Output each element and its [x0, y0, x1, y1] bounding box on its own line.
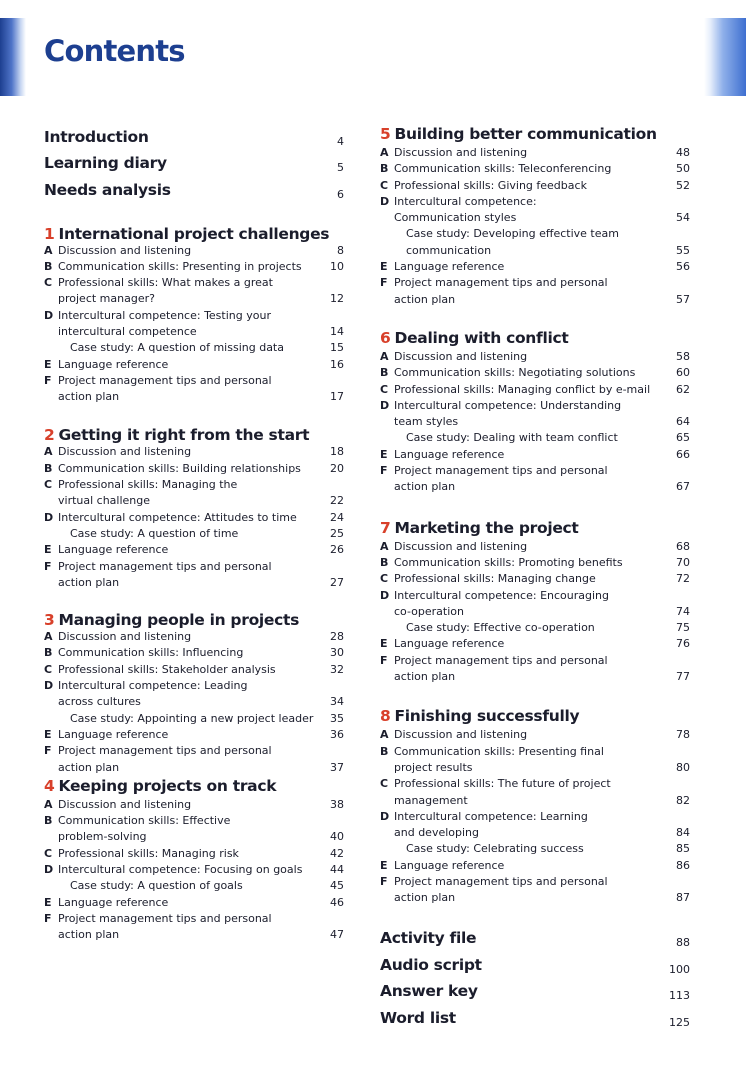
lesson-entry — [44, 542, 344, 558]
unit-title-text: Keeping projects on track — [58, 776, 277, 795]
case-study-entry — [44, 526, 344, 542]
lesson-entry — [380, 382, 690, 398]
lesson-letter: D — [380, 194, 390, 208]
page-number: 22 — [330, 494, 344, 508]
entry-text: Intercultural competence: Learning — [394, 809, 588, 823]
entry-text: Discussion and listening — [58, 243, 192, 257]
lesson-letter: E — [44, 727, 52, 741]
entry-text: action plan — [58, 760, 120, 774]
page-number: 16 — [330, 357, 344, 371]
back-entry — [380, 926, 690, 953]
page-number: 14 — [330, 324, 344, 338]
lesson-letter: F — [44, 373, 52, 387]
entry-text: Discussion and listening — [394, 728, 528, 742]
lesson-letter: A — [380, 349, 389, 363]
lesson-letter: E — [44, 895, 52, 909]
page-number: 78 — [676, 728, 690, 742]
page-title: Contents — [44, 34, 185, 68]
entry-text: Language reference — [58, 357, 169, 371]
entry-text: and developing — [394, 826, 479, 840]
lesson-entry — [44, 862, 344, 878]
page-number: 58 — [676, 349, 690, 363]
page-number: 25 — [330, 526, 344, 540]
lesson-letter: F — [380, 653, 388, 667]
unit-number: 7 — [380, 518, 391, 537]
unit-number: 8 — [380, 707, 391, 726]
lesson-letter: F — [380, 464, 388, 478]
lesson-letter: B — [44, 461, 53, 475]
page-number: 26 — [330, 543, 344, 557]
entry-text: Case study: Effective co-operation — [406, 621, 595, 635]
front-entry-page: 5 — [337, 161, 344, 174]
unit-title — [44, 224, 344, 244]
lesson-entry — [44, 629, 344, 645]
lesson-entry — [44, 678, 344, 711]
page-number: 48 — [676, 146, 690, 159]
lesson-entry — [380, 145, 690, 161]
page-number: 56 — [676, 260, 690, 274]
lesson-letter: C — [44, 478, 53, 492]
entry-text: Discussion and listening — [58, 797, 192, 811]
entry-text: Communication skills: Presenting in projects — [58, 259, 302, 273]
lesson-entry — [44, 846, 344, 862]
lesson-letter: B — [44, 259, 53, 273]
lesson-entry — [44, 662, 344, 678]
entry-text: project results — [394, 760, 473, 774]
page-number: 35 — [330, 711, 344, 725]
page-number: 34 — [330, 695, 344, 709]
lesson-letter: C — [380, 178, 389, 192]
lesson-letter: B — [380, 744, 389, 758]
lesson-letter: C — [380, 777, 389, 791]
unit-title-text: Managing people in projects — [58, 611, 300, 630]
front-entry-page: 4 — [337, 134, 344, 148]
unit-section — [44, 425, 344, 591]
lesson-entry — [44, 477, 344, 510]
page-number: 42 — [330, 846, 344, 860]
case-study-entry — [380, 430, 690, 446]
entry-text: Communication skills: Presenting final — [394, 744, 604, 758]
left-edge-decoration — [0, 18, 26, 96]
entry-text: project manager? — [58, 292, 155, 306]
entry-text: Intercultural competence: Understanding — [394, 398, 622, 412]
lesson-letter: A — [380, 539, 389, 553]
lesson-entry — [44, 559, 344, 592]
page-number: 55 — [676, 243, 690, 257]
unit-section — [44, 610, 344, 776]
entry-text: Communication skills: Influencing — [58, 646, 244, 660]
entry-text: action plan — [394, 292, 456, 306]
entry-text: Project management tips and personal — [58, 373, 272, 387]
lesson-letter: A — [44, 445, 53, 459]
lesson-letter: C — [44, 662, 53, 676]
lesson-letter: C — [380, 572, 389, 586]
entry-text: Discussion and listening — [394, 349, 528, 363]
page-number: 50 — [676, 162, 690, 176]
unit-number: 1 — [44, 224, 55, 243]
page-number: 60 — [676, 366, 690, 380]
entry-text: Language reference — [394, 637, 505, 651]
front-entry-label: Introduction — [44, 127, 149, 146]
page-number: 54 — [676, 211, 690, 225]
lesson-letter: D — [44, 510, 54, 524]
units-list-left — [44, 224, 344, 944]
entry-text: across cultures — [58, 695, 141, 709]
entry-text: Professional skills: Managing conflict by e-mail — [394, 382, 651, 396]
unit-title — [380, 518, 690, 538]
entry-text: action plan — [394, 891, 456, 905]
entry-text: Project management tips and personal — [58, 744, 272, 758]
lesson-letter: E — [380, 637, 388, 651]
front-entry-page: 6 — [337, 187, 344, 201]
lesson-entry — [380, 398, 690, 431]
lesson-letter: A — [44, 630, 53, 644]
lesson-entry — [44, 727, 344, 743]
entry-text: problem-solving — [58, 830, 147, 844]
entry-text: Communication skills: Effective — [58, 814, 231, 828]
lesson-entry — [44, 895, 344, 911]
lesson-entry — [380, 588, 690, 621]
page-number: 85 — [676, 842, 690, 856]
entry-text: Communication skills: Teleconferencing — [394, 162, 612, 176]
page-number: 72 — [676, 572, 690, 586]
lesson-entry — [380, 365, 690, 381]
back-entry — [380, 952, 690, 979]
case-study-entry — [44, 340, 344, 356]
unit-section — [44, 224, 344, 406]
lesson-entry — [380, 259, 690, 275]
entry-text: Case study: A question of goals — [70, 879, 243, 893]
lesson-letter: A — [44, 243, 53, 257]
front-entry-label: Needs analysis — [44, 180, 171, 199]
lesson-letter: A — [380, 728, 389, 742]
lesson-letter: F — [44, 744, 52, 758]
unit-title — [380, 124, 690, 144]
entry-text: Language reference — [394, 858, 505, 872]
entry-text: Case study: Celebrating success — [406, 842, 584, 856]
lesson-entry — [44, 243, 344, 259]
back-entry-page: 113 — [669, 989, 690, 1003]
page-number: 24 — [330, 510, 344, 524]
lesson-entry — [380, 636, 690, 652]
lesson-letter: D — [380, 809, 390, 823]
lesson-entry — [380, 447, 690, 463]
page-number: 52 — [676, 178, 690, 192]
lesson-letter: F — [380, 276, 388, 290]
page-number: 70 — [676, 555, 690, 569]
lesson-letter: A — [380, 146, 389, 159]
entry-text: action plan — [394, 480, 456, 494]
lesson-letter: B — [44, 814, 53, 828]
page-number: 46 — [330, 895, 344, 909]
case-study-entry — [44, 711, 344, 727]
unit-title-text: Getting it right from the start — [58, 426, 310, 445]
entry-text: action plan — [58, 575, 120, 589]
page-number: 47 — [330, 928, 344, 942]
entry-text: Language reference — [394, 260, 505, 274]
lesson-letter: A — [44, 797, 53, 811]
page-number: 84 — [676, 826, 690, 840]
page-number: 40 — [330, 830, 344, 844]
unit-title — [380, 706, 690, 726]
lesson-entry — [44, 275, 344, 308]
entry-text: Discussion and listening — [58, 445, 192, 459]
entry-text: team styles — [394, 415, 459, 429]
entry-text: communication — [406, 243, 492, 257]
lesson-entry — [44, 308, 344, 341]
lesson-letter: E — [380, 260, 388, 274]
lesson-entry — [380, 858, 690, 874]
entry-text: Project management tips and personal — [394, 874, 608, 888]
page-number: 57 — [676, 292, 690, 306]
page-number: 64 — [676, 415, 690, 429]
lesson-entry — [44, 645, 344, 661]
lesson-letter: D — [44, 863, 54, 876]
entry-text: Case study: A question of time — [70, 526, 239, 540]
lesson-entry — [380, 653, 690, 686]
entry-text: Project management tips and personal — [394, 464, 608, 478]
lesson-letter: B — [380, 366, 389, 380]
front-entry — [44, 124, 344, 151]
lesson-entry — [380, 809, 690, 842]
unit-number: 4 — [44, 776, 55, 795]
lesson-entry — [380, 349, 690, 365]
entry-text: Project management tips and personal — [58, 559, 272, 573]
page-number: 10 — [330, 259, 344, 273]
entry-text: Intercultural competence: — [394, 194, 537, 208]
lesson-letter: B — [380, 162, 389, 176]
page-number: 82 — [676, 793, 690, 807]
back-entry-label: Activity file — [380, 929, 477, 948]
lesson-entry — [380, 463, 690, 496]
entry-text: Professional skills: What makes a great — [58, 276, 273, 290]
case-study-entry — [380, 841, 690, 857]
lesson-entry — [44, 444, 344, 460]
entry-text: Intercultural competence: Testing your — [58, 308, 271, 322]
page-number: 87 — [676, 891, 690, 905]
entry-text: Discussion and listening — [394, 146, 528, 159]
page-number: 77 — [676, 670, 690, 684]
case-study-entry — [380, 620, 690, 636]
page-number: 80 — [676, 760, 690, 774]
entry-text: Professional skills: Stakeholder analysis — [58, 662, 276, 676]
lesson-entry — [44, 461, 344, 477]
entry-text: Project management tips and personal — [394, 276, 608, 290]
lesson-letter: C — [44, 276, 53, 290]
back-entry-page: 100 — [669, 962, 690, 976]
lesson-letter: F — [380, 874, 388, 888]
lesson-letter: F — [44, 911, 52, 925]
entry-text: Professional skills: The future of project — [394, 777, 611, 791]
lesson-letter: E — [44, 357, 52, 371]
lesson-entry — [380, 555, 690, 571]
entry-text: Case study: Developing effective team — [406, 227, 619, 241]
front-matter-list — [44, 124, 344, 204]
lesson-letter: D — [44, 308, 54, 322]
unit-title — [380, 328, 690, 348]
page-number: 36 — [330, 727, 344, 741]
unit-title-text: Building better communication — [394, 125, 657, 143]
page-number: 15 — [330, 341, 344, 355]
entry-text: Communication skills: Negotiating solutions — [394, 366, 636, 380]
back-entry-label: Audio script — [380, 955, 482, 974]
entry-text: Case study: Dealing with team conflict — [406, 431, 618, 445]
page-number: 86 — [676, 858, 690, 872]
entry-text: Communication styles — [394, 211, 517, 225]
lesson-entry — [380, 161, 690, 177]
entry-text: Project management tips and personal — [394, 653, 608, 667]
page-number: 20 — [330, 461, 344, 475]
unit-title — [44, 425, 344, 445]
page-number: 75 — [676, 621, 690, 635]
front-entry-label: Learning diary — [44, 154, 167, 172]
lesson-letter: F — [44, 559, 52, 573]
entry-text: Language reference — [58, 895, 169, 909]
unit-title-text: International project challenges — [58, 224, 330, 243]
entry-text: Communication skills: Promoting benefits — [394, 555, 623, 569]
page-number: 62 — [676, 382, 690, 396]
unit-section — [380, 518, 690, 686]
unit-section — [380, 124, 690, 308]
page-number: 68 — [676, 539, 690, 553]
lesson-entry — [380, 727, 690, 743]
unit-section — [380, 328, 690, 496]
case-study-entry — [44, 878, 344, 894]
entry-text: Professional skills: Managing change — [394, 572, 596, 586]
lesson-letter: E — [380, 447, 388, 461]
entry-text: Project management tips and personal — [58, 911, 272, 925]
entry-text: action plan — [58, 928, 120, 942]
unit-section — [44, 776, 344, 944]
entry-text: Language reference — [394, 447, 505, 461]
entry-text: Intercultural competence: Focusing on goals — [58, 863, 303, 876]
page-number: 66 — [676, 447, 690, 461]
unit-title — [44, 610, 344, 630]
contents-column-left — [44, 124, 344, 943]
unit-title — [44, 776, 344, 796]
units-list-right — [380, 124, 690, 907]
unit-number: 5 — [380, 125, 391, 143]
contents-column-right — [380, 124, 690, 1032]
case-study-entry — [380, 226, 690, 259]
lesson-entry — [380, 178, 690, 194]
entry-text: intercultural competence — [58, 324, 197, 338]
lesson-entry — [44, 510, 344, 526]
back-entry-page: 88 — [676, 936, 690, 950]
lesson-letter: E — [44, 543, 52, 557]
lesson-entry — [44, 797, 344, 813]
unit-title-text: Marketing the project — [394, 518, 579, 537]
page-number: 27 — [330, 575, 344, 589]
entry-text: Communication skills: Building relationships — [58, 461, 301, 475]
unit-section — [380, 706, 690, 906]
page-number: 67 — [676, 480, 690, 494]
page-number: 17 — [330, 390, 344, 404]
unit-title-text: Dealing with conflict — [394, 328, 569, 347]
page-number: 28 — [330, 630, 344, 644]
back-entry-label: Answer key — [380, 982, 478, 1001]
entry-text: Language reference — [58, 727, 169, 741]
page-number: 65 — [676, 431, 690, 445]
entry-text: Intercultural competence: Encouraging — [394, 588, 609, 602]
page-number: 76 — [676, 637, 690, 651]
lesson-letter: C — [380, 382, 389, 396]
lesson-letter: D — [380, 588, 390, 602]
entry-text: Professional skills: Giving feedback — [394, 178, 587, 192]
entry-text: Intercultural competence: Leading — [58, 679, 248, 693]
unit-title-text: Finishing successfully — [394, 707, 580, 726]
entry-text: Intercultural competence: Attitudes to time — [58, 510, 297, 524]
unit-number: 3 — [44, 611, 55, 630]
lesson-letter: C — [44, 846, 53, 860]
front-entry — [44, 151, 344, 178]
lesson-entry — [44, 357, 344, 373]
entry-text: co-operation — [394, 604, 464, 618]
unit-number: 6 — [380, 328, 391, 347]
entry-text: action plan — [58, 390, 120, 404]
back-entry — [380, 1005, 690, 1032]
lesson-entry — [380, 571, 690, 587]
front-entry — [44, 177, 344, 204]
page-number: 30 — [330, 646, 344, 660]
entry-text: Professional skills: Managing the — [58, 478, 238, 492]
page-number: 37 — [330, 760, 344, 774]
back-entry-label: Word list — [380, 1008, 456, 1027]
page-number: 12 — [330, 292, 344, 306]
lesson-entry — [380, 744, 690, 777]
entry-text: management — [394, 793, 468, 807]
lesson-entry — [380, 874, 690, 907]
lesson-entry — [380, 194, 690, 227]
back-matter-list — [380, 926, 690, 1032]
page-number: 32 — [330, 662, 344, 676]
lesson-entry — [44, 259, 344, 275]
lesson-letter: D — [380, 398, 390, 412]
entry-text: Discussion and listening — [58, 630, 192, 644]
entry-text: Case study: A question of missing data — [70, 341, 284, 355]
entry-text: action plan — [394, 670, 456, 684]
lesson-letter: B — [44, 646, 53, 660]
back-entry-page: 125 — [669, 1015, 690, 1029]
page-number: 38 — [330, 797, 344, 811]
page-number: 8 — [337, 243, 344, 257]
entry-text: Professional skills: Managing risk — [58, 846, 239, 860]
lesson-entry — [44, 743, 344, 776]
page-number: 74 — [676, 604, 690, 618]
page-number: 45 — [330, 879, 344, 893]
right-edge-decoration — [704, 18, 746, 96]
lesson-letter: E — [380, 858, 388, 872]
page-number: 18 — [330, 445, 344, 459]
entry-text: Case study: Appointing a new project leader — [70, 711, 314, 725]
lesson-entry — [44, 373, 344, 406]
lesson-entry — [44, 911, 344, 944]
entry-text: virtual challenge — [58, 494, 151, 508]
lesson-entry — [380, 776, 690, 809]
lesson-entry — [44, 813, 344, 846]
unit-number: 2 — [44, 426, 55, 445]
entry-text: Language reference — [58, 543, 169, 557]
lesson-entry — [380, 539, 690, 555]
page-number: 44 — [330, 863, 344, 876]
lesson-entry — [380, 275, 690, 308]
back-entry — [380, 979, 690, 1006]
lesson-letter: B — [380, 555, 389, 569]
lesson-letter: D — [44, 679, 54, 693]
entry-text: Discussion and listening — [394, 539, 528, 553]
